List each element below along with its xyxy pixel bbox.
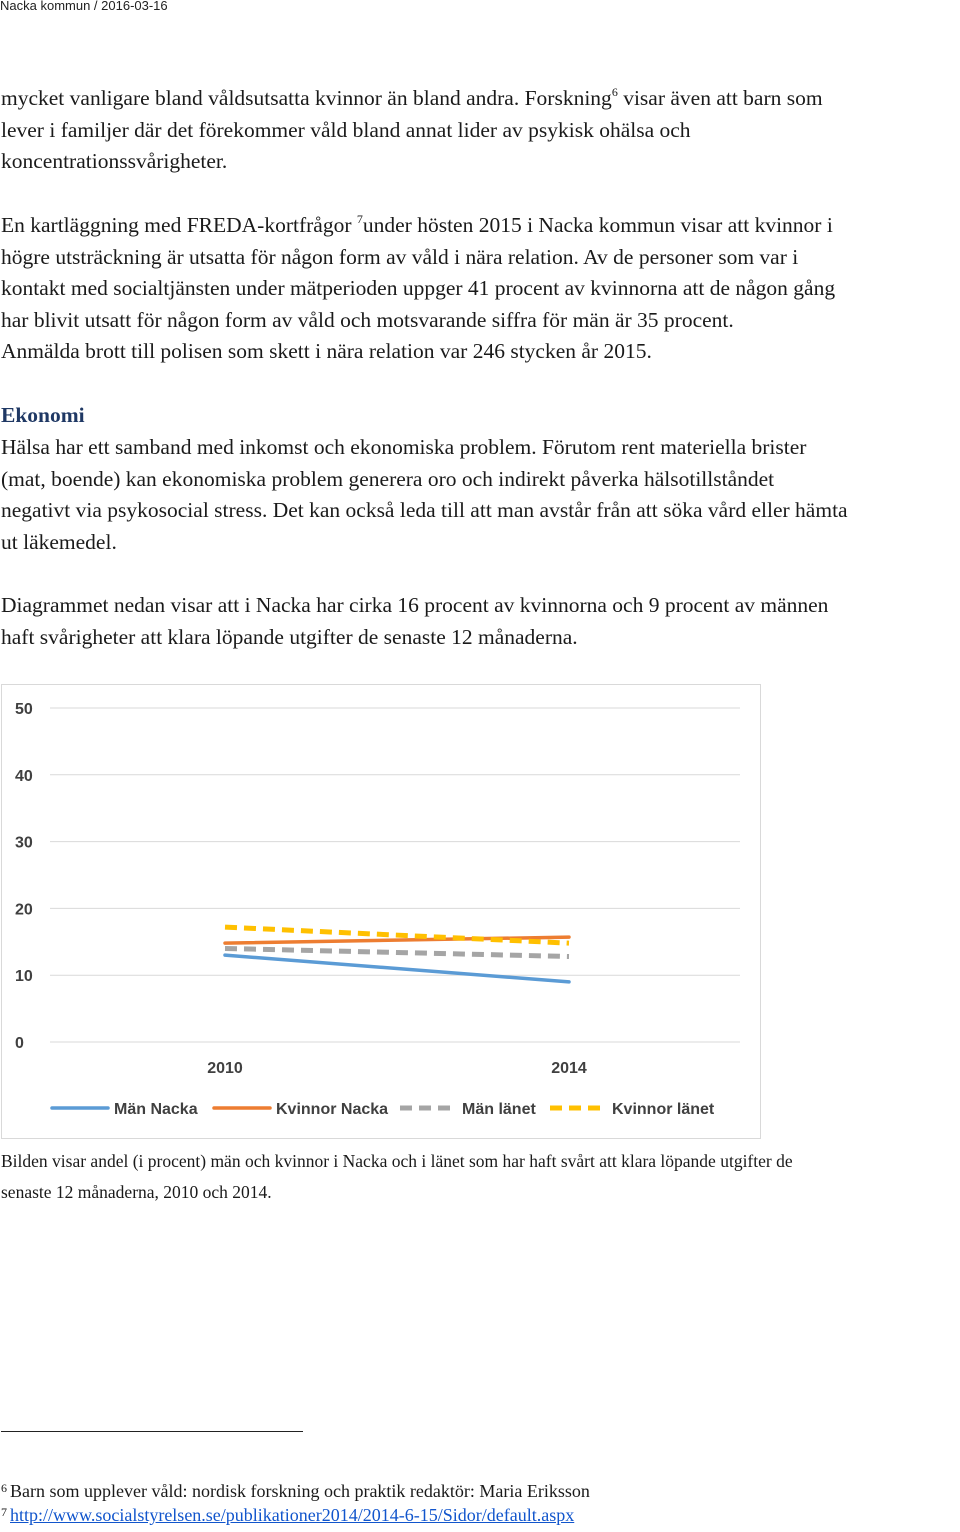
footnote-ref-7[interactable]: 7 bbox=[356, 212, 363, 226]
text-line: koncentrationssvårigheter. bbox=[1, 149, 228, 174]
series-line bbox=[225, 955, 569, 982]
page-header: Nacka kommun / 2016-03-16 bbox=[0, 0, 168, 13]
footnote-ref-6[interactable]: 6 bbox=[611, 85, 618, 99]
text-line: mycket vanligare bland våldsutsatta kvinnor än bland andra. Forskning bbox=[1, 86, 612, 110]
text-line: (mat, boende) kan ekonomiska problem generera oro och indirekt påverka hälsotillståndet bbox=[1, 466, 775, 491]
chart-svg bbox=[2, 685, 759, 1137]
text-line: Anmälda brott till polisen som skett i nära relation var 246 stycken år 2015. bbox=[1, 339, 652, 364]
legend-label: Män Nacka bbox=[114, 1101, 198, 1118]
text-line: ut läkemedel. bbox=[1, 529, 117, 554]
text-line: En kartläggning med FREDA-kortfrågor bbox=[1, 213, 357, 237]
paragraph-violence-children bbox=[1, 83, 960, 178]
line-chart bbox=[1, 684, 761, 1139]
footnote-7 bbox=[1, 1500, 574, 1527]
y-tick-label: 40 bbox=[15, 767, 33, 785]
y-tick-label: 20 bbox=[15, 901, 33, 919]
paragraph-diagram-intro bbox=[1, 590, 960, 653]
text-line: lever i familjer där det förekommer våld bland annat lider av psykisk ohälsa och bbox=[1, 117, 691, 142]
footnote-link[interactable]: http://www.socialstyrelsen.se/publikationer2014/2014-6-15/Sidor/default.aspx bbox=[10, 1505, 575, 1525]
chart-caption bbox=[1, 1146, 959, 1208]
paragraph-freda-survey bbox=[1, 210, 960, 368]
legend-label: Kvinnor länet bbox=[612, 1101, 715, 1118]
section-heading: Ekonomi bbox=[1, 403, 85, 427]
x-tick-label: 2010 bbox=[207, 1060, 243, 1077]
footnote-6 bbox=[1, 1476, 590, 1503]
text-line: Diagrammet nedan visar att i Nacka har cirka 16 procent av kvinnorna och 9 procent av männen bbox=[1, 593, 829, 617]
y-tick-label: 10 bbox=[15, 968, 33, 986]
legend-label: Män länet bbox=[462, 1101, 536, 1118]
text-line: Hälsa har ett samband med inkomst och ekonomiska problem. Förutom rent materiella brister bbox=[1, 435, 807, 459]
paragraph-economy bbox=[1, 432, 960, 558]
text-line: haft svårigheter att klara löpande utgifter de senaste 12 månaderna. bbox=[1, 624, 578, 649]
text-line: negativt via psykosocial stress. Det kan också leda till att man avstår från att söka vård eller hämta bbox=[1, 498, 848, 523]
text-line: under hösten 2015 i Nacka kommun visar att kvinnor i bbox=[362, 213, 833, 237]
caption-line: senaste 12 månaderna, 2010 och 2014. bbox=[1, 1182, 272, 1202]
y-tick-label: 50 bbox=[15, 701, 33, 718]
text-line: visar även att barn som bbox=[617, 86, 823, 110]
text-line: har blivit utsatt för någon form av våld och motsvarande siffra för män är 35 procent. bbox=[1, 307, 734, 332]
series-line bbox=[225, 948, 569, 956]
caption-line: Bilden visar andel (i procent) män och kvinnor i Nacka och i länet som har haft svårt att klara löpande utgifter de bbox=[1, 1151, 793, 1171]
text-line: kontakt med socialtjänsten under mätperioden uppger 41 procent av kvinnorna att de någon gång bbox=[1, 276, 836, 301]
x-tick-label: 2014 bbox=[551, 1060, 587, 1077]
footnote-number: 6 bbox=[1, 1481, 7, 1495]
footnote-text: Barn som upplever våld: nordisk forskning och praktik redaktör: Maria Eriksson bbox=[10, 1481, 590, 1501]
footnote-divider bbox=[1, 1431, 303, 1432]
footnote-number: 7 bbox=[1, 1505, 7, 1519]
y-tick-label: 30 bbox=[15, 834, 33, 852]
y-tick-label: 0 bbox=[15, 1035, 24, 1052]
legend-label: Kvinnor Nacka bbox=[276, 1101, 389, 1118]
text-line: högre utsträckning är utsatta för någon form av våld i nära relation. Av de personer som var i bbox=[1, 244, 799, 269]
